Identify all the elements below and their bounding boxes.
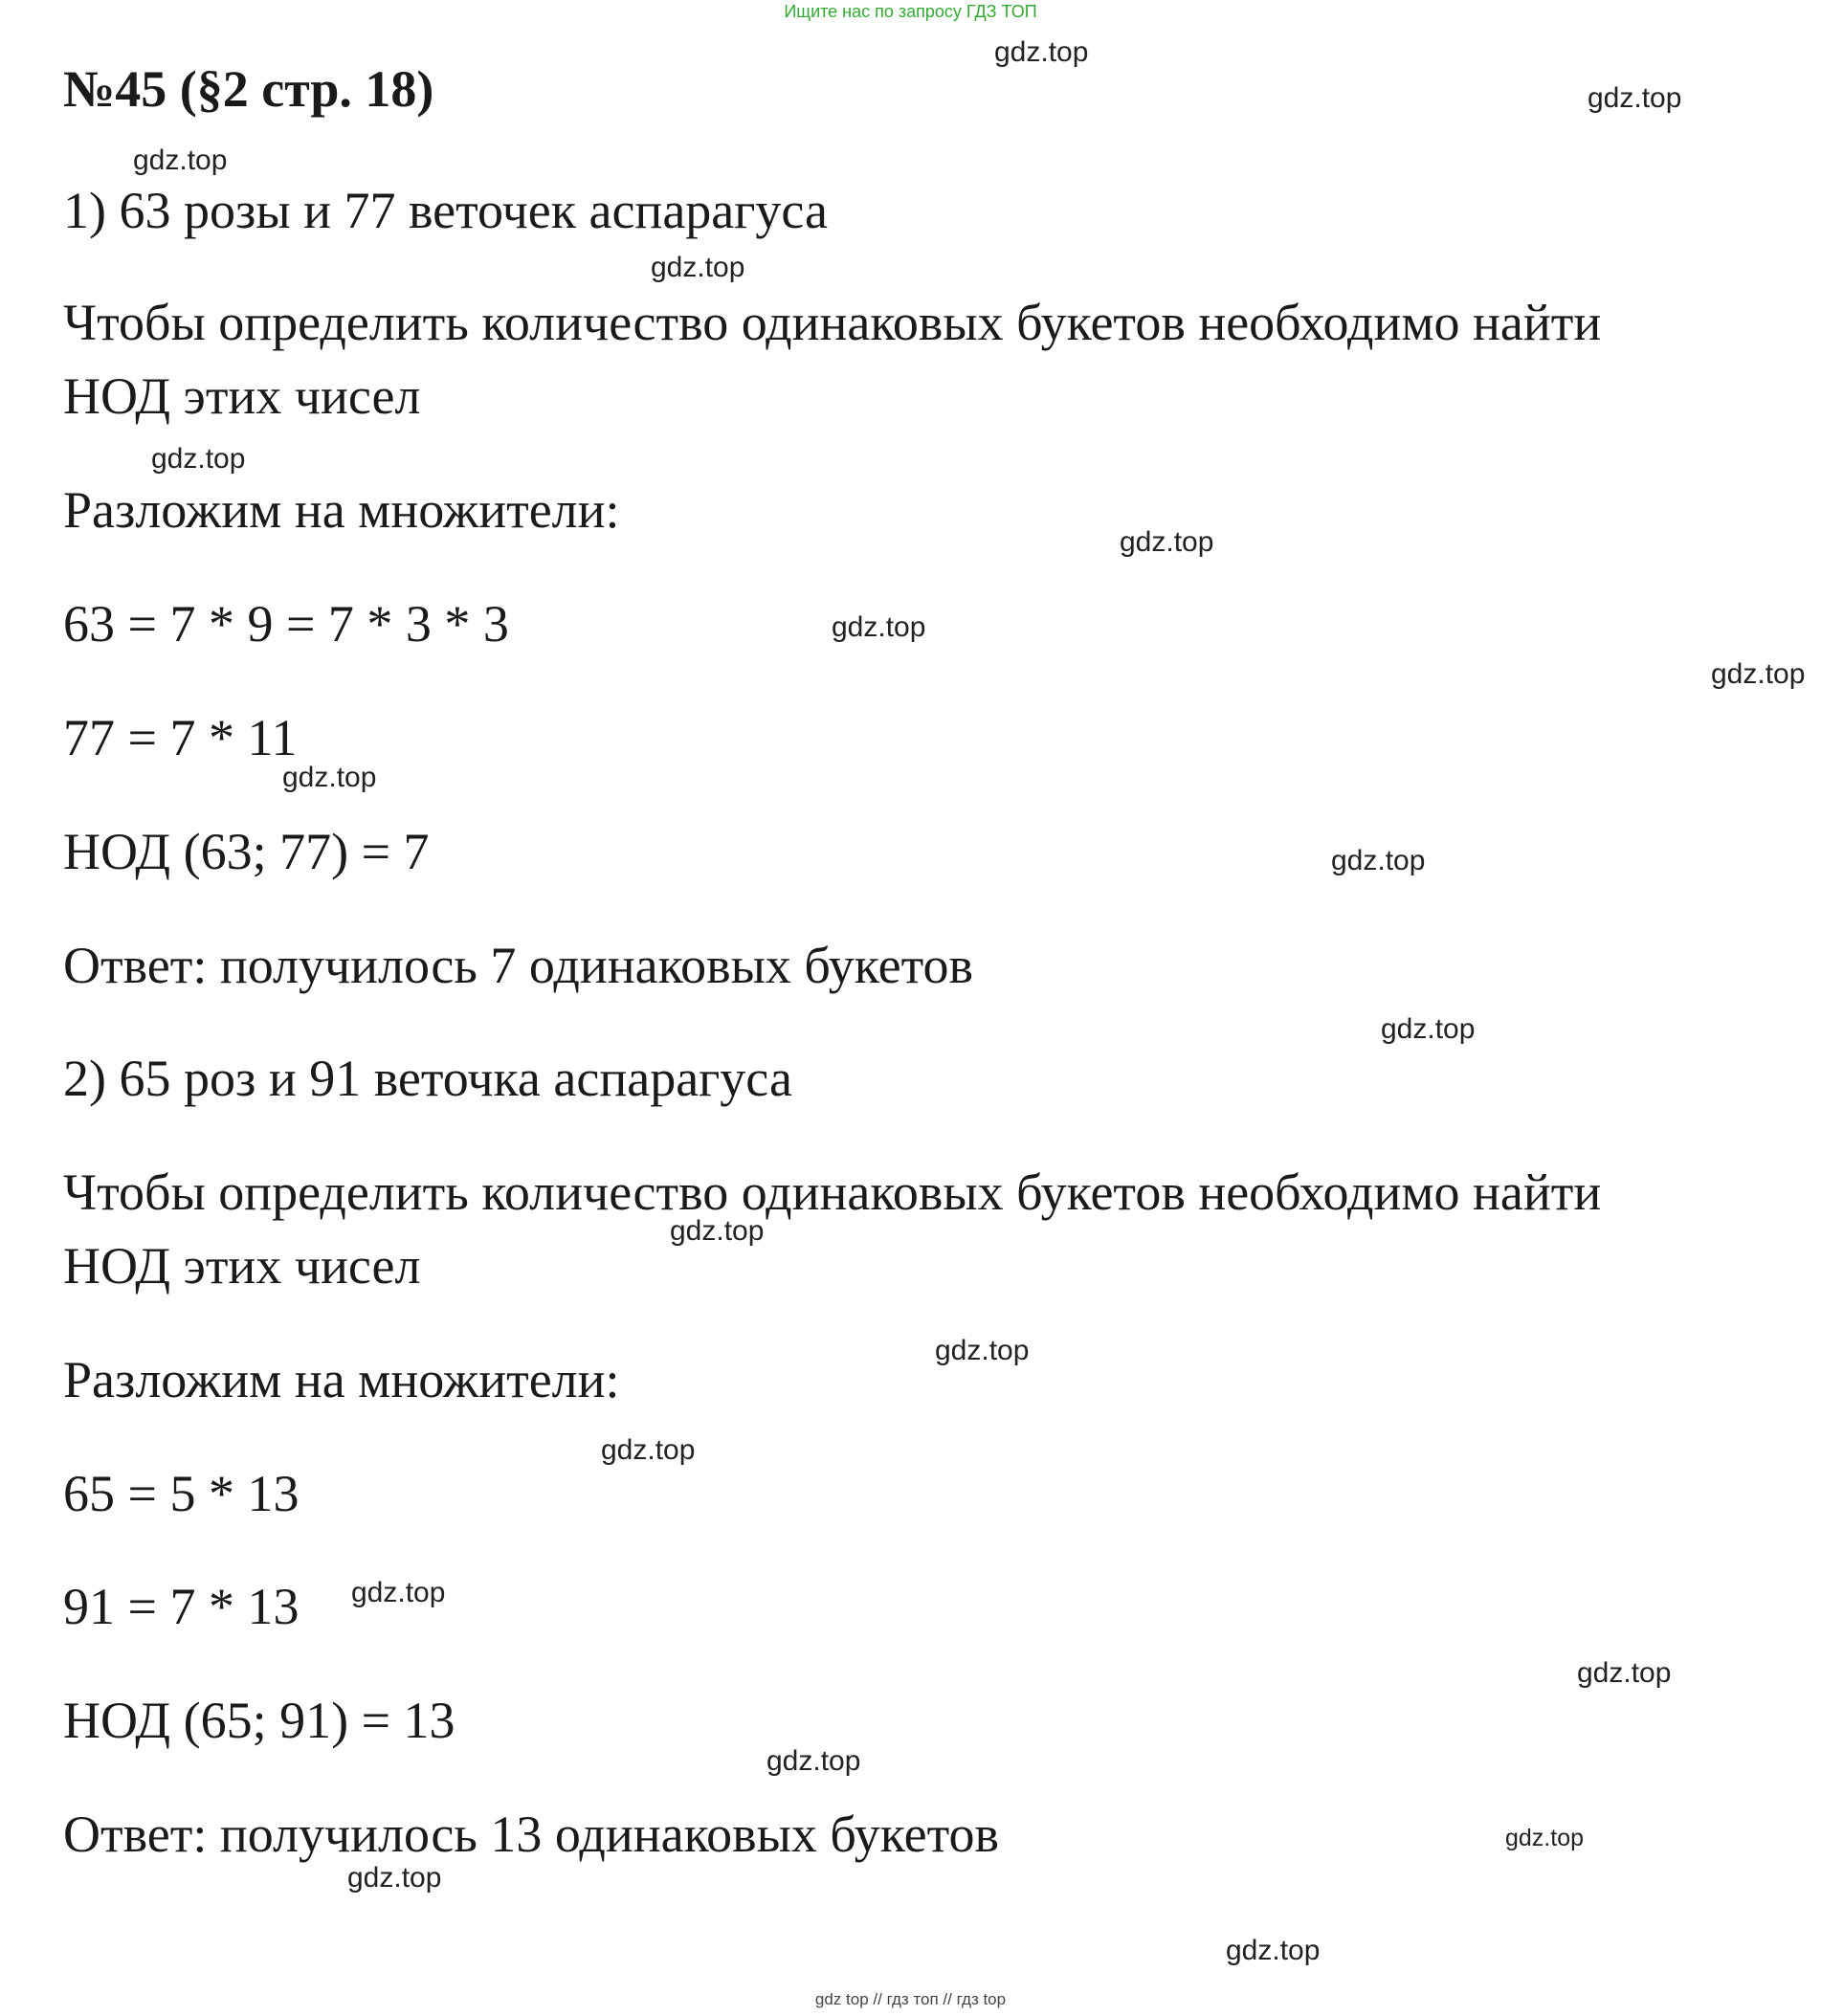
watermark: gdz.top xyxy=(601,1434,696,1466)
part2-instruction-line2: НОД этих чисел xyxy=(63,1237,421,1295)
part1-instruction-line2: НОД этих чисел xyxy=(63,367,421,425)
part2-factor-heading: Разложим на множители: xyxy=(63,1351,620,1408)
part2-factor-91: 91 = 7 * 13 xyxy=(63,1578,300,1635)
part1-gcd: НОД (63; 77) = 7 xyxy=(63,823,430,880)
watermark: gdz.top xyxy=(651,252,745,283)
watermark: gdz.top xyxy=(766,1745,861,1777)
watermark: gdz.top xyxy=(1331,845,1426,876)
part1-heading: 1) 63 розы и 77 веточек аспарагуса xyxy=(63,182,829,239)
part1-factor-63: 63 = 7 * 9 = 7 * 3 * 3 xyxy=(63,595,509,653)
watermark: gdz.top xyxy=(935,1335,1030,1366)
watermark: gdz.top xyxy=(133,144,228,176)
watermark: gdz.top xyxy=(1577,1657,1672,1689)
watermark: gdz.top xyxy=(1505,1825,1585,1851)
part1-instruction-line1: Чтобы определить количество одинаковых букетов необходимо найти xyxy=(63,294,1602,351)
top-banner: Ищите нас по запросу ГДЗ ТОП xyxy=(784,2,1037,21)
watermark: gdz.top xyxy=(1381,1013,1476,1045)
part2-answer: Ответ: получилось 13 одинаковых букетов xyxy=(63,1806,1000,1863)
part1-factor-heading: Разложим на множители: xyxy=(63,481,620,539)
watermark: gdz.top xyxy=(1711,658,1806,690)
part2-factor-65: 65 = 5 * 13 xyxy=(63,1465,300,1522)
watermark: gdz.top xyxy=(1588,82,1682,114)
watermark: gdz.top xyxy=(1226,1935,1321,1966)
task-title: №45 (§2 стр. 18) xyxy=(63,60,434,118)
part1-answer: Ответ: получилось 7 одинаковых букетов xyxy=(63,937,974,994)
watermark: gdz.top xyxy=(347,1862,442,1894)
part2-heading: 2) 65 роз и 91 веточка аспарагуса xyxy=(63,1050,792,1107)
part2-gcd: НОД (65; 91) = 13 xyxy=(63,1692,455,1749)
watermark: gdz.top xyxy=(670,1215,765,1247)
watermark: gdz.top xyxy=(282,762,377,793)
part1-factor-77: 77 = 7 * 11 xyxy=(63,709,298,766)
watermark: gdz.top xyxy=(151,443,246,475)
watermark: gdz.top xyxy=(1120,526,1214,558)
bottom-banner: gdz top // гдз топ // гдз top xyxy=(814,1990,1007,2008)
watermark: gdz.top xyxy=(832,611,926,643)
watermark: gdz.top xyxy=(994,36,1089,68)
watermark: gdz.top xyxy=(351,1577,446,1608)
part2-instruction-line1: Чтобы определить количество одинаковых букетов необходимо найти xyxy=(63,1163,1602,1221)
